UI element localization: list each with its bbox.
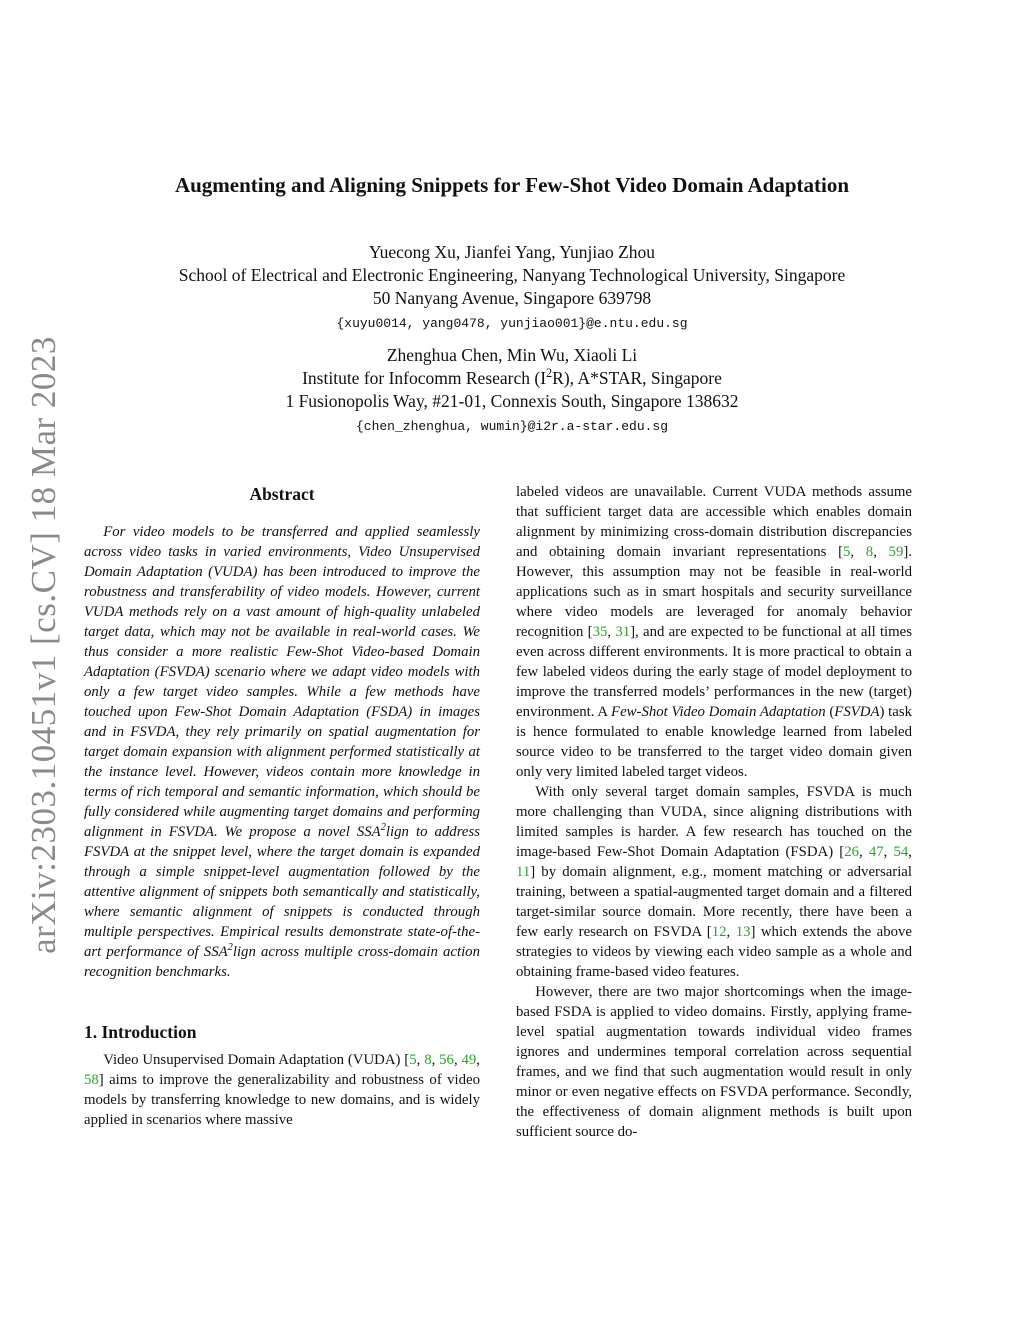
citation-link[interactable]: 12	[711, 924, 727, 940]
author-affiliation: Institute for Infocomm Research $(I^2R)$, A*STAR, Singapore	[302, 366, 722, 388]
author-affiliation: School of Electrical and Electronic Engineering, Nanyang Technological University, Singapore	[178, 265, 846, 285]
citation-link[interactable]: 8	[424, 1052, 432, 1068]
citation-link[interactable]: 26	[844, 844, 860, 860]
author-address: 50 Nanyang Avenue, Singapore 639798	[372, 288, 652, 308]
citation-link[interactable]: 54	[893, 844, 909, 860]
citation-link[interactable]: 5	[843, 544, 851, 560]
author-block-1	[0, 241, 1024, 335]
author-names: Zhenghua Chen, Min Wu, Xiaoli Li	[386, 345, 638, 365]
abstract-heading: Abstract	[249, 484, 315, 504]
citation-link[interactable]: 8	[865, 544, 874, 560]
arxiv-stamp: arXiv:2303.10451v1 [cs.CV] 18 Mar 2023	[24, 336, 63, 954]
intro-paragraph-3: However, there are two major shortcomings when the image-based FSDA is applied to video domains. Firstly, applying frame-level spatial augmentation towards individual video frames ignores and undermines temporal correlation across sequential frames, and we find that such augmentation would result in only minor or even negative effects on FSVDA performance. Secondly, the effectiveness of domain alignment methods is built upon sufficient source do-	[516, 984, 912, 1140]
citation-link[interactable]: 35	[592, 624, 608, 640]
intro-paragraph-1: Video Unsupervised Domain Adaptation (VUDA) [5, 8, 56, 49, 58] aims to improve the generalizability and robustness of video models by transferring knowledge to new domains, and is widely applied in scenarios where massive	[84, 1052, 480, 1128]
author-block-2	[0, 344, 1024, 438]
intro-paragraph-2: With only several target domain samples, FSVDA is much more challenging than VUDA, since aligning distributions with limited samples is harder. A few research has touched on the image-based Few-Shot Domain Adaptation (FSDA) [26, 47, 54, 11] by domain alignment, e.g., moment matching or adversarial training, between a spatial-augmented target domain and a filtered target-similar source domain. More recently, there have been a few early research on FSVDA [12, 13] which extends the above strategies to videos by viewing each video sample as a whole and obtaining frame-based video features.	[516, 784, 912, 980]
abstract-text: For video models to be transferred and applied seamlessly across video tasks in varied environments, Video Unsupervised Domain Adaptation (VUDA) has been introduced to improve the robustness and transferability of video models. However, current VUDA methods rely on a vast amount of high-quality unlabeled target data, which may not be available in real-world cases. We thus consider a more realistic Few-Shot Video-based Domain Adaptation (FSVDA) scenario where we adapt video models with only a few target video samples. While a few methods have touched upon Few-Shot Domain Adaptation (FSDA) in images and in FSVDA, they rely primarily on spatial augmentation for target domain expansion with alignment performed statistically at the instance level. However, videos contain more knowledge in terms of rich temporal and semantic information, which should be fully considered while augmenting target domains and performing alignment in FSVDA. We propose a novel SSA$^2$lign to address FSVDA at the snippet level, where the target domain is expanded through a simple snippet-level augmentation followed by the attentive alignment of snippets both semantically and statistically, where semantic alignment of snippets is conducted through multiple perspectives. Empirical results demonstrate state-of-the-art performance of SSA$^2$lign across multiple cross-domain action recognition benchmarks.	[84, 524, 480, 980]
introduction-heading: 1. Introduction	[84, 1022, 197, 1042]
citation-link[interactable]: 49	[461, 1052, 477, 1068]
left-column	[84, 482, 480, 1130]
citation-link[interactable]: 31	[615, 624, 631, 640]
author-names: Yuecong Xu, Jianfei Yang, Yunjiao Zhou	[368, 242, 656, 262]
citation-link[interactable]: 59	[888, 544, 904, 560]
paper-title: Augmenting and Aligning Snippets for Few-Shot Video Domain Adaptation	[174, 173, 850, 197]
author-email: {xuyu0014, yang0478, yunjiao001}@e.ntu.edu.sg	[336, 316, 688, 331]
citation-link[interactable]: 58	[84, 1072, 99, 1088]
citation-link[interactable]: 56	[439, 1052, 454, 1068]
citation-link[interactable]: 11	[516, 864, 531, 880]
citation-link[interactable]: 47	[868, 844, 884, 860]
citation-link[interactable]: 13	[735, 924, 751, 940]
right-column	[516, 482, 912, 1142]
intro-paragraph-1-continued: labeled videos are unavailable. Current VUDA methods assume that sufficient target data are accessible which enables domain alignment by minimizing cross-domain distribution discrepancies and obtaining domain invariant representations [5, 8, 59]. However, this assumption may not be feasible in real-world applications such as in smart hospitals and security surveillance where video models are leveraged for anomaly behavior recognition [35, 31], and are expected to be functional at all times even across different environments. It is more practical to obtain a few labeled videos during the early stage of model deployment to improve the transferred models’ performances in the new (target) environment. A Few-Shot Video Domain Adaptation (FSVDA) task is hence formulated to enable knowledge learned from labeled source video to be transferred to the target video domain given only very limited labeled target videos.	[516, 484, 912, 780]
citation-link[interactable]: 5	[409, 1052, 417, 1068]
author-email: {chen_zhenghua, wumin}@i2r.a-star.edu.sg	[355, 419, 669, 434]
author-address: 1 Fusionopolis Way, #21-01, Connexis South, Singapore 138632	[285, 391, 739, 411]
